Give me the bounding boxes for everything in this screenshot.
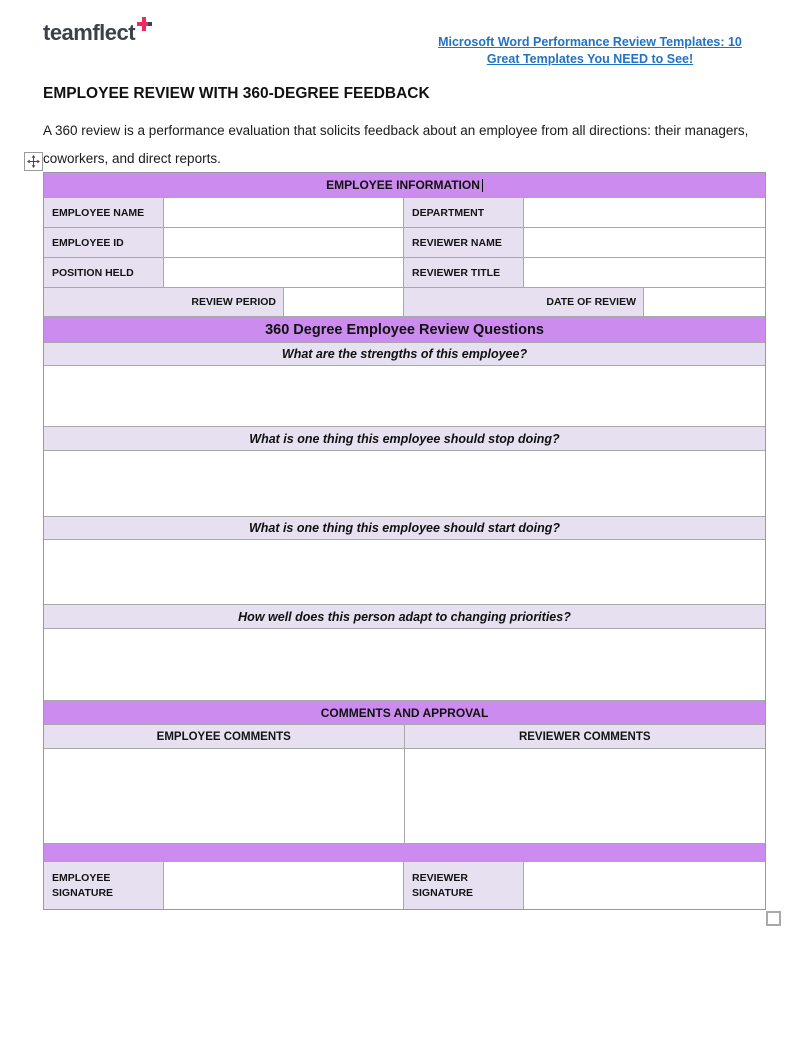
logo-text: teamflect: [43, 20, 136, 45]
reviewer-signature-field[interactable]: [524, 862, 765, 909]
date-of-review-label: DATE OF REVIEW: [404, 288, 644, 316]
answer-box-3[interactable]: [44, 540, 765, 605]
intro-line1: A 360 review is a performance evaluation that solicits feedback about an employee from all directions: their managers,: [43, 123, 749, 138]
employee-info-header: EMPLOYEE INFORMATION: [44, 173, 765, 197]
answer-box-1[interactable]: [44, 366, 765, 427]
employee-id-field[interactable]: [164, 228, 404, 257]
templates-link-line1[interactable]: Microsoft Word Performance Review Templates: 10: [438, 35, 742, 49]
divider-row: [44, 844, 765, 862]
reviewer-signature-label: REVIEWER SIGNATURE: [404, 862, 524, 909]
reviewer-title-field[interactable]: [524, 258, 765, 287]
table-row: [44, 198, 765, 228]
comments-column-headers: [44, 725, 765, 749]
intro-paragraph: [43, 117, 783, 173]
comments-boxes-row: [44, 749, 765, 844]
position-held-field[interactable]: [164, 258, 404, 287]
reviewer-title-label: REVIEWER TITLE: [404, 258, 524, 287]
logo: [43, 20, 152, 46]
question-2: What is one thing this employee should stop doing?: [44, 427, 765, 451]
page-title: EMPLOYEE REVIEW WITH 360-DEGREE FEEDBACK: [43, 85, 430, 102]
reviewer-comments-box[interactable]: [405, 749, 766, 843]
answer-box-4[interactable]: [44, 629, 765, 701]
reviewer-name-field[interactable]: [524, 228, 765, 257]
department-field[interactable]: [524, 198, 765, 227]
move-arrows-icon: [27, 155, 40, 168]
text-cursor: [482, 179, 483, 192]
employee-comments-header: EMPLOYEE COMMENTS: [44, 725, 405, 748]
position-held-label: POSITION HELD: [44, 258, 164, 287]
table-move-handle[interactable]: [24, 152, 43, 171]
table-resize-handle[interactable]: [766, 911, 781, 926]
department-label: DEPARTMENT: [404, 198, 524, 227]
templates-link-line2[interactable]: Great Templates You NEED to See!: [486, 52, 694, 66]
employee-signature-field[interactable]: [164, 862, 404, 909]
employee-comments-box[interactable]: [44, 749, 405, 843]
reviewer-name-label: REVIEWER NAME: [404, 228, 524, 257]
employee-signature-label: EMPLOYEE SIGNATURE: [44, 862, 164, 909]
employee-name-label: EMPLOYEE NAME: [44, 198, 164, 227]
question-1: What are the strengths of this employee?: [44, 343, 765, 366]
question-3: What is one thing this employee should start doing?: [44, 517, 765, 540]
questions-section-header: 360 Degree Employee Review Questions: [44, 317, 765, 342]
employee-info-header-row: [44, 173, 765, 198]
answer-box-2[interactable]: [44, 451, 765, 517]
review-period-field[interactable]: [284, 288, 404, 316]
logo-plus-icon: [136, 17, 152, 33]
table-row: [44, 288, 765, 317]
employee-id-label: EMPLOYEE ID: [44, 228, 164, 257]
review-period-label: REVIEW PERIOD: [44, 288, 284, 316]
header-link: [380, 34, 800, 68]
intro-line2: coworkers, and direct reports.: [43, 151, 221, 166]
table-row: [44, 228, 765, 258]
comments-section-header: COMMENTS AND APPROVAL: [44, 701, 765, 724]
date-of-review-field[interactable]: [644, 288, 765, 316]
signature-row: [44, 862, 765, 909]
reviewer-comments-header: REVIEWER COMMENTS: [405, 725, 766, 748]
employee-name-field[interactable]: [164, 198, 404, 227]
question-4: How well does this person adapt to changing priorities?: [44, 605, 765, 629]
table-row: [44, 258, 765, 288]
review-table: [43, 172, 766, 910]
comments-header-row: [44, 701, 765, 725]
questions-header-row: [44, 317, 765, 343]
